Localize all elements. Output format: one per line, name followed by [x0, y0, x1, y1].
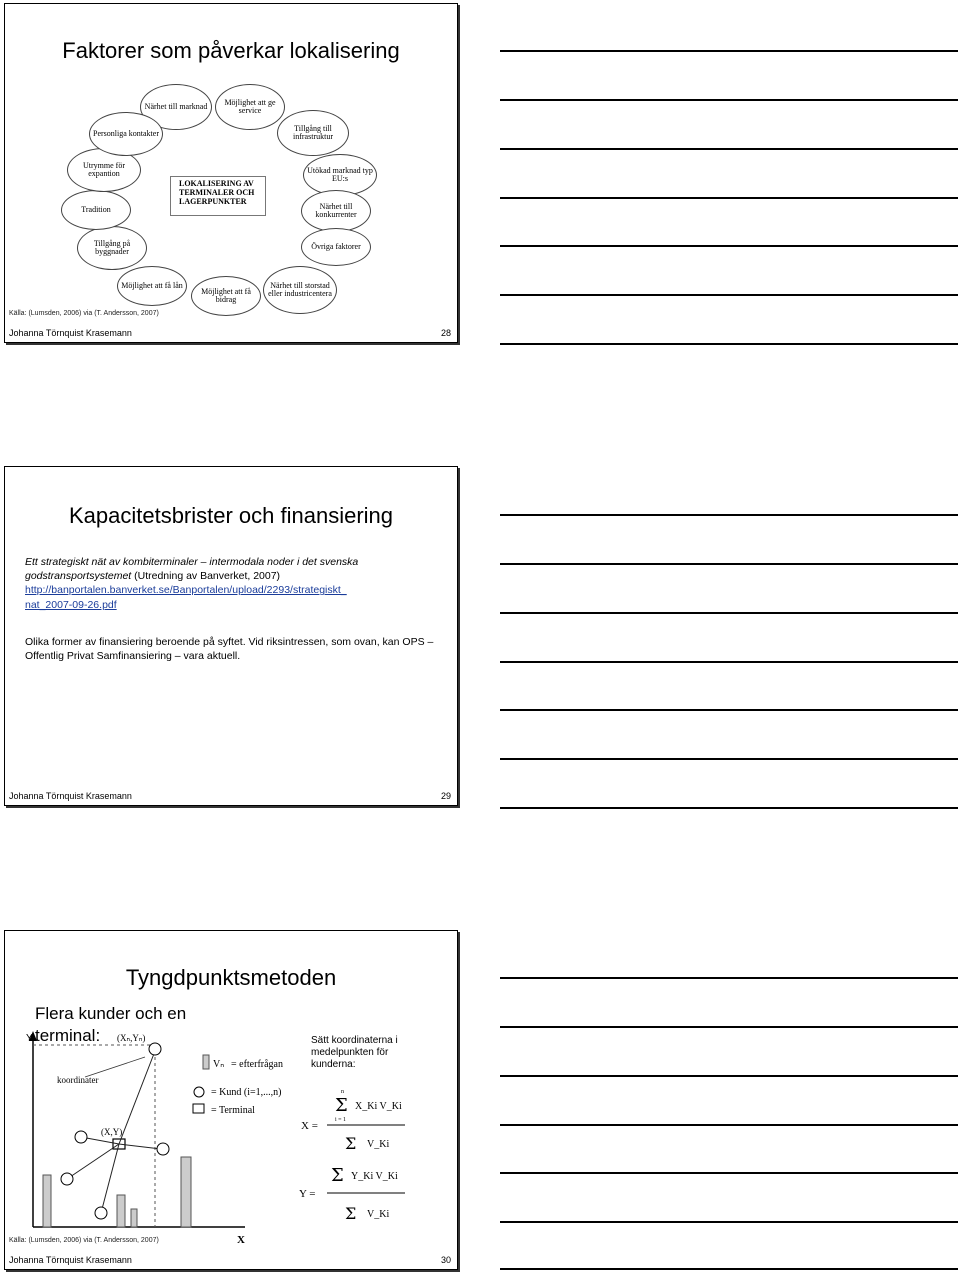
- factor-bubble: Utrymme för expantion: [67, 148, 141, 192]
- page-number: 28: [440, 328, 451, 338]
- page-number: 30: [440, 1255, 451, 1265]
- notes-line: [500, 612, 958, 614]
- source-note: Källa: (Lumsden, 2006) via (T. Andersson, 2007): [9, 310, 159, 317]
- notes-line: [500, 807, 958, 809]
- notes-line: [500, 661, 958, 663]
- notes-line: [500, 294, 958, 296]
- notes-line: [500, 1268, 958, 1270]
- sum-symbol: Σ: [345, 1204, 357, 1223]
- notes-line: [500, 514, 958, 516]
- customer-marker: [61, 1173, 73, 1185]
- factor-bubble: Tillgång på byggnader: [77, 226, 147, 270]
- customer-marker: [75, 1131, 87, 1143]
- formula-x-denominator: V_Ki: [367, 1139, 390, 1150]
- demand-bar: [43, 1175, 51, 1227]
- factor-bubble: Möjlighet att få lån: [117, 266, 187, 306]
- notes-line: [500, 148, 958, 150]
- factor-bubble: Närhet till storstad eller industricentera: [263, 266, 337, 314]
- factor-bubble: Närhet till konkurrenter: [301, 190, 371, 232]
- customer-marker: [149, 1043, 161, 1055]
- factor-bubble: Möjlighet att ge service: [215, 84, 285, 130]
- legend-vn-symbol: Vₙ: [213, 1059, 225, 1070]
- sum-symbol: Σ: [331, 1165, 344, 1186]
- slide-footer: Johanna Törnquist Krasemann: [9, 791, 132, 801]
- sum-symbol: Σ: [345, 1134, 357, 1153]
- factor-bubble: Utökad marknad typ EU:s: [303, 154, 377, 196]
- slide-footer: Johanna Törnquist Krasemann: [9, 328, 132, 338]
- factor-bubble: Tillgång till infrastruktur: [277, 110, 349, 156]
- formula-y-denominator: V_Ki: [367, 1209, 390, 1220]
- notes-line: [500, 1172, 958, 1174]
- study-link-part1[interactable]: http://banportalen.banverket.se/Banportalen/upload/2293/strategiskt_: [25, 584, 347, 597]
- label-xn-yn: (Xₙ,Yₙ): [117, 1033, 146, 1043]
- notes-line: [500, 1075, 958, 1077]
- study-title: Ett strategiskt nät av kombiterminaler – intermodala noder i det svenska godstransportsystemet: [25, 556, 359, 583]
- y-axis-label: Y: [26, 1033, 33, 1044]
- customer-marker: [157, 1143, 169, 1155]
- sum-bottom: i = 1: [335, 1117, 347, 1123]
- factor-bubble: Övriga faktorer: [301, 228, 371, 266]
- formula-y-lhs: Y =: [299, 1188, 316, 1200]
- notes-line: [500, 1124, 958, 1126]
- paragraph-financing: Olika former av finansiering beroende på syftet. Vid riksintressen, som ovan, kan OPS – Offentlig Privat Samfinansiering – vara aktuell.: [25, 636, 434, 663]
- legend-demand: = efterfrågan: [231, 1059, 283, 1070]
- factor-diagram: [5, 4, 457, 342]
- notes-line: [500, 709, 958, 711]
- study-source: (Utredning av Banverket, 2007): [131, 570, 281, 583]
- notes-line: [500, 563, 958, 565]
- notes-line: [500, 245, 958, 247]
- notes-line: [500, 99, 958, 101]
- subtitle-line2: terminal:: [35, 1026, 101, 1046]
- factor-bubble: Möjlighet att få bidrag: [191, 276, 261, 316]
- slide-title: Kapacitetsbrister och finansiering: [68, 503, 394, 528]
- study-link-part2[interactable]: nat_2007-09-26.pdf: [25, 598, 117, 611]
- page-number: 29: [440, 791, 451, 801]
- notes-line: [500, 343, 958, 345]
- demand-bar: [181, 1157, 191, 1227]
- legend-terminal: = Terminal: [211, 1105, 255, 1116]
- rule-text: Sätt koordinaterna i medelpunkten för kunderna:: [311, 1035, 398, 1070]
- factor-bubble: Tradition: [61, 190, 131, 230]
- subtitle-line1: Flera kunder och en: [35, 1004, 187, 1023]
- demand-bar: [131, 1209, 137, 1227]
- customer-marker: [95, 1207, 107, 1219]
- notes-line: [500, 1221, 958, 1223]
- slide-29: [4, 466, 458, 806]
- coordinates-label: koordinater: [57, 1075, 99, 1085]
- paragraph-study: [25, 555, 437, 612]
- notes-line: [500, 758, 958, 760]
- notes-line: [500, 977, 958, 979]
- slide-title: Faktorer som påverkar lokalisering: [62, 38, 400, 63]
- x-axis-label: X: [237, 1234, 245, 1246]
- notes-line: [500, 50, 958, 52]
- label-xy: (X,Y): [101, 1127, 123, 1137]
- slide-footer: Johanna Törnquist Krasemann: [9, 1255, 132, 1265]
- sum-top: n: [341, 1089, 344, 1095]
- notes-line: [500, 1026, 958, 1028]
- factor-bubble: Personliga kontakter: [89, 112, 163, 156]
- sum-symbol: Σ: [335, 1095, 348, 1116]
- notes-line: [500, 197, 958, 199]
- source-note: Källa: (Lumsden, 2006) via (T. Andersson, 2007): [9, 1237, 159, 1244]
- formula-x-numerator: X_Ki V_Ki: [355, 1101, 402, 1112]
- slide-28: [4, 3, 458, 343]
- center-label: LOKALISERING AV TERMINALER OCH LAGERPUNKTER: [170, 176, 266, 216]
- factor-bubble: Närhet till marknad: [140, 84, 212, 130]
- formula-y-numerator: Y_Ki V_Ki: [351, 1171, 398, 1182]
- demand-bar: [117, 1195, 125, 1227]
- slide-title: Tyngdpunktsmetoden: [125, 965, 337, 990]
- formula-x-lhs: X =: [301, 1120, 318, 1132]
- slide-30: [4, 930, 458, 1270]
- legend-customer: = Kund (i=1,...,n): [211, 1087, 282, 1098]
